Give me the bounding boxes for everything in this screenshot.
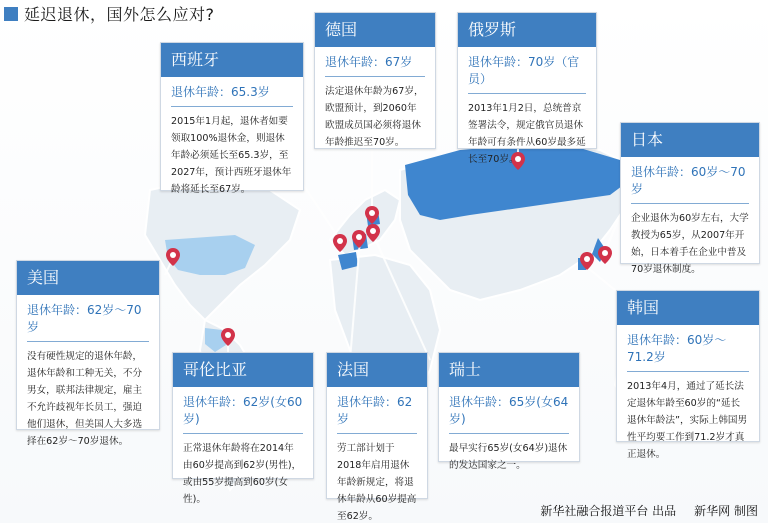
map-pin-icon [580, 252, 594, 270]
card-title: 法国 [327, 353, 427, 387]
card-retirement-age: 退休年龄：62岁(女60岁) [183, 395, 303, 426]
card-description: 2013年1月2日，总统普京签署法令，规定俄官员退休年龄可有条件从60岁最多延长至70岁。 [468, 103, 586, 165]
card-retirement-age: 退休年龄：67岁 [325, 55, 413, 69]
card-spain [160, 42, 304, 195]
card-title: 哥伦比亚 [173, 353, 313, 387]
card-germany [314, 12, 436, 149]
card-france [326, 352, 428, 522]
card-retirement-age: 退休年龄：60岁～71.2岁 [627, 333, 727, 364]
card-retirement-age: 退休年龄：62岁 [337, 395, 413, 426]
card-retirement-age: 退休年龄：62岁～70岁 [27, 303, 142, 334]
map-pin-icon [333, 234, 347, 252]
card-title: 日本 [621, 123, 759, 157]
title-square-icon [4, 7, 18, 21]
map-pin-icon [352, 230, 366, 248]
card-russia [457, 12, 597, 165]
card-title: 瑞士 [439, 353, 579, 387]
card-retirement-age: 退休年龄：65岁(女64岁) [449, 395, 569, 426]
card-divider [468, 93, 586, 94]
card-usa [16, 260, 160, 447]
card-divider [171, 106, 293, 107]
map-pin-icon [366, 224, 380, 242]
card-japan [620, 122, 760, 275]
card-colombia [172, 352, 314, 505]
card-title: 美国 [17, 261, 159, 295]
card-description: 企业退休为60岁左右，大学教授为65岁，从2007年开始，日本着手在企业中普及70岁退休制度。 [631, 213, 749, 275]
card-switzerland [438, 352, 580, 471]
card-retirement-age: 退休年龄：60岁～70岁 [631, 165, 746, 196]
header [4, 2, 215, 25]
map-pin-icon [365, 206, 379, 224]
card-korea [616, 290, 760, 460]
map-pin-icon [598, 246, 612, 264]
footer [540, 502, 758, 519]
card-description: 2013年4月，通过了延长法定退休年龄至60岁的“延长退休年龄法”，实际上韩国男性平均要工作到71.2岁才真正退休。 [627, 381, 748, 460]
card-description: 正常退休年龄将在2014年由60岁提高到62岁(男性)，或由55岁提高到60岁(女性)。 [183, 443, 302, 505]
footer-credit-graphics: 新华网 制图 [694, 504, 758, 518]
card-divider [627, 371, 749, 372]
card-title: 德国 [315, 13, 435, 47]
card-description: 最早实行65岁(女64岁)退休的发达国家之一。 [449, 443, 568, 471]
card-title: 俄罗斯 [458, 13, 596, 47]
card-title: 韩国 [617, 291, 759, 325]
card-divider [183, 433, 303, 434]
card-divider [27, 341, 149, 342]
card-divider [631, 203, 749, 204]
card-title: 西班牙 [161, 43, 303, 77]
card-retirement-age: 退休年龄：65.3岁 [171, 85, 270, 99]
card-divider [325, 76, 425, 77]
card-description: 劳工部计划于2018年启用退休年龄新规定，将退休年龄从60岁提高至62岁。 [337, 443, 417, 522]
map-pin-icon [221, 328, 235, 346]
card-divider [337, 433, 417, 434]
card-description: 没有硬性规定的退休年龄，退休年龄和工种无关，不分男女，联邦法律规定，雇主不允许歧视年长员工，强迫他们退休，但美国人大多选择在62岁～70岁退休。 [27, 351, 143, 447]
footer-credit-producer: 新华社融合报道平台 出品 [540, 504, 677, 518]
map-pin-icon [166, 248, 180, 266]
card-description: 2015年1月起，退休者如要领取100%退休金，则退休年龄必须延长至65.3岁，至2027年，预计西班牙退休年龄将延长至67岁。 [171, 116, 292, 195]
card-description: 法定退休年龄为67岁，欧盟预计，到2060年欧盟成员国必须将退休年龄推迟至70岁。 [325, 86, 424, 148]
card-divider [449, 433, 569, 434]
card-retirement-age: 退休年龄：70岁（官员） [468, 55, 580, 86]
page-title: 延迟退休，国外怎么应对? [24, 5, 215, 24]
